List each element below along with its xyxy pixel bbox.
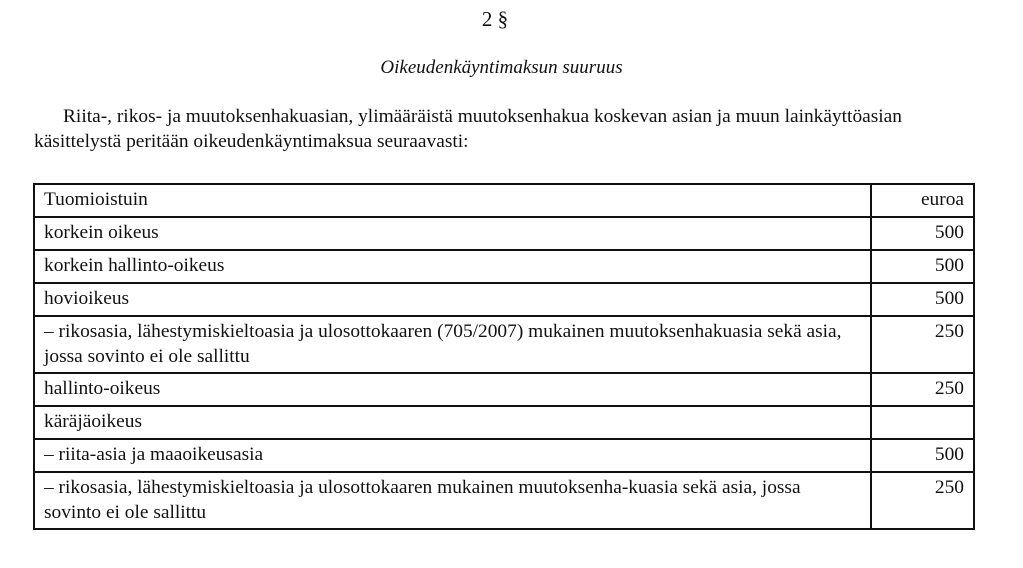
row-amount: 500 [871,217,974,250]
table-row [34,283,974,316]
row-amount: 250 [871,373,974,406]
table-row [34,373,974,406]
fee-table [33,183,975,530]
table-row [34,439,974,472]
table-row [34,217,974,250]
table-header-row [34,184,974,217]
table-row [34,316,974,373]
row-label: korkein oikeus [34,217,871,250]
row-amount: 500 [871,439,974,472]
header-amount: euroa [871,184,974,217]
row-label: korkein hallinto-oikeus [34,250,871,283]
row-amount: 500 [871,283,974,316]
row-amount: 250 [871,472,974,529]
section-title: Oikeudenkäyntimaksun suuruus [380,57,623,78]
row-label: hovioikeus [34,283,871,316]
intro-paragraph: Riita-, rikos- ja muutoksenhakuasian, ylimääräistä muutoksenhakua koskevan asian ja muun lainkäyttöasian käsittelystä peritään oikeudenkäyntimaksua seuraavasti: [34,106,902,152]
row-label: – rikosasia, lähestymiskieltoasia ja ulosottokaaren (705/2007) mukainen muutoksenhakuasia sekä asia, jossa sovinto ei ole sallittu [34,316,871,373]
row-label: käräjäoikeus [34,406,871,439]
table-row [34,472,974,529]
section-number: 2 § [481,7,509,31]
row-amount: 500 [871,250,974,283]
row-amount: 250 [871,316,974,373]
row-amount [871,406,974,439]
header-court: Tuomioistuin [34,184,871,217]
row-label: hallinto-oikeus [34,373,871,406]
row-label: – riita-asia ja maaoikeusasia [34,439,871,472]
table-row [34,250,974,283]
table-row [34,406,974,439]
row-label: – rikosasia, lähestymiskieltoasia ja ulosottokaaren mukainen muutoksenha-kuasia sekä asia, jossa sovinto ei ole sallittu [34,472,871,529]
